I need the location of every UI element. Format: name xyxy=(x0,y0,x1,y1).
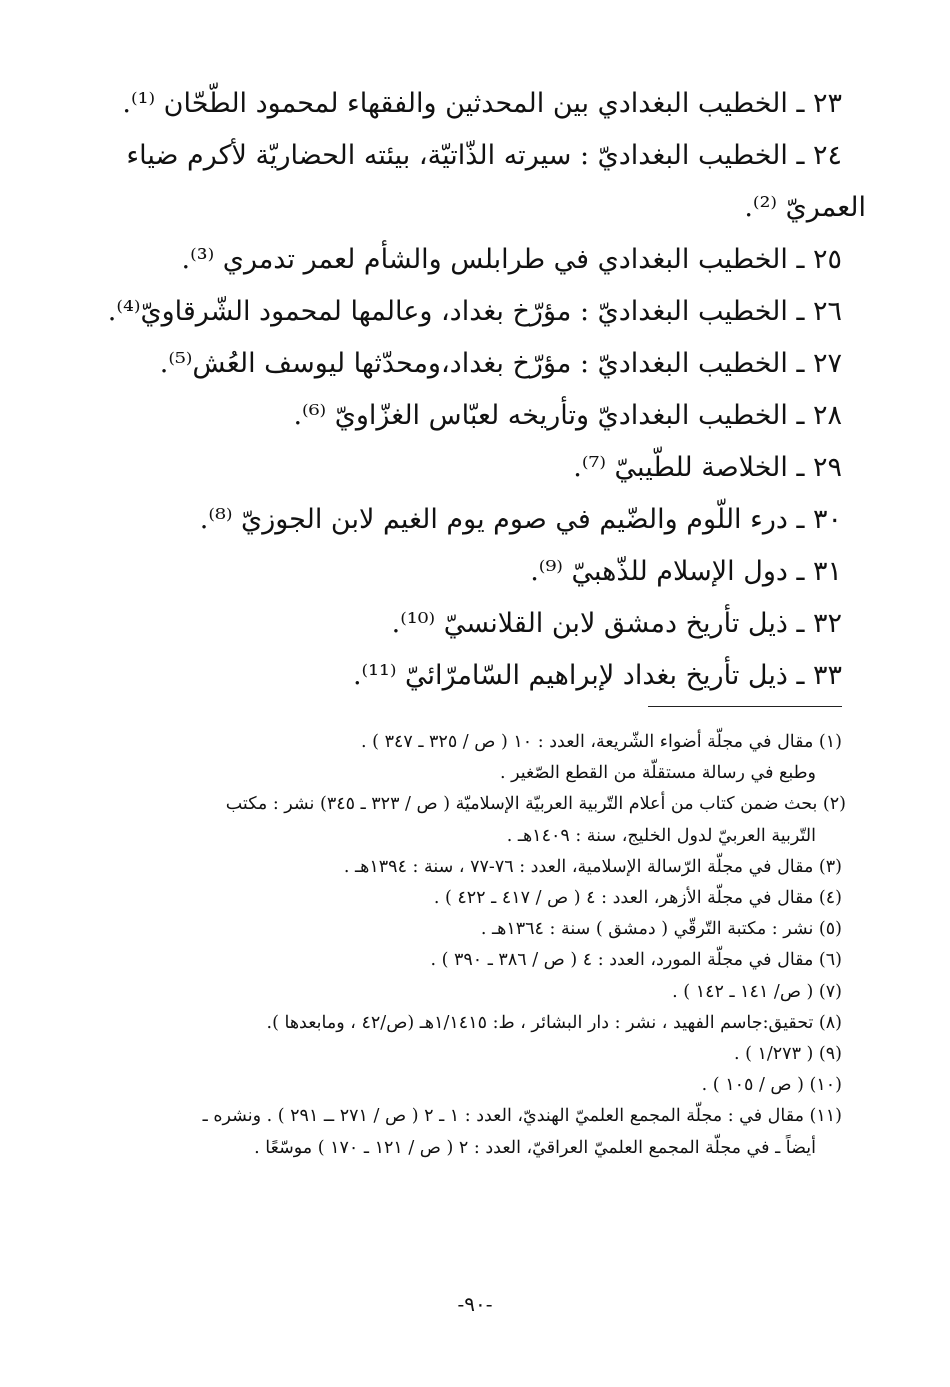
footnotes xyxy=(137,727,846,1164)
footnote: (٥) نشر : مكتبة التّرقّي ( دمشق ) سنة : ١٣٦٤هـ . xyxy=(480,919,842,940)
list-item: ٢٧ ـ الخطيب البغداديّ : مؤرّخ بغداد،ومحدّثها ليوسف العُش⁽⁵⁾. xyxy=(159,348,842,379)
footnote: (٧) ( ص/ ١٤١ ـ ١٤٢ ) . xyxy=(672,981,842,1002)
footnote: (١) مقال في مجلّة أضواء الشّريعة، العدد : ١٠ ( ص / ٣٢٥ ـ ٣٤٧ ) . xyxy=(361,732,842,752)
list-item: ٣١ ـ دول الإسلام للذّهبيّ ⁽⁹⁾. xyxy=(530,556,842,587)
list-item: ٢٩ ـ الخلاصة للطّيبيّ ⁽⁷⁾. xyxy=(573,452,842,483)
list-item: ٣٠ ـ درء اللّوم والضّيم في صوم يوم الغيم لابن الجوزيّ ⁽⁸⁾. xyxy=(199,504,842,535)
footnote: (٦) مقال في مجلّة المورد، العدد : ٤ ( ص / ٣٨٦ ـ ٣٩٠ ) . xyxy=(430,950,842,971)
list-item: ٢٨ ـ الخطيب البغداديّ وتأريخه لعبّاس الغزّاويّ ⁽⁶⁾. xyxy=(293,400,842,431)
list-item: ٣٢ ـ ذيل تأريخ دمشق لابن القلانسيّ ⁽¹⁰⁾. xyxy=(391,608,842,639)
list-item: ٣٣ ـ ذيل تأريخ بغداد لإبراهيم السّامرّائيّ ⁽¹¹⁾. xyxy=(352,660,842,691)
list-item: ٢٣ ـ الخطيب البغدادي بين المحدثين والفقهاء لمحمود الطّحّان ⁽¹⁾. xyxy=(122,88,842,119)
footnote-continuation: وطبع في رسالة مستقلّة من القطع الصّغير . xyxy=(499,763,816,784)
footnote: (١١) مقال في : مجلّة المجمع العلميّ الهنديّ، العدد : ١ ـ ٢ ( ص / ٢٧١ ــ ٢٩١ ) . ونشره ـ xyxy=(202,1106,842,1127)
footnote-separator xyxy=(648,706,842,707)
footnote: (٩) ( ١/٢٧٣ ) . xyxy=(733,1044,842,1065)
footnote-continuation: التّربية العربيّ لدول الخليج، سنة : ١٤٠٩هـ . xyxy=(506,825,816,846)
page-number: -٩٠- xyxy=(457,1292,493,1316)
list-item: ٢٥ ـ الخطيب البغدادي في طرابلس والشأم لعمر تدمري ⁽³⁾. xyxy=(181,244,842,275)
footnote: (٨) تحقيق:جاسم الفهيد ، نشر : دار البشائر ، ط: ١/١٤١٥هـ (ص/٤٢ ، ومابعدها ). xyxy=(266,1012,842,1033)
footnote: (٣) مقال في مجلّة الرّسالة الإسلامية، العدد : ٧٦-٧٧ ، سنة : ١٣٩٤هـ . xyxy=(343,856,842,877)
footnote: (٤) مقال في مجلّة الأزهر، العدد : ٤ ( ص / ٤١٧ ـ ٤٢٢ ) . xyxy=(433,888,842,909)
list-item-continuation: العمريّ ⁽²⁾. xyxy=(744,192,866,223)
list-item: ٢٤ ـ الخطيب البغداديّ : سيرته الذّاتيّة، بيئته الحضاريّة لأكرم ضياء xyxy=(126,140,842,171)
footnote: (١٠) ( ص / ١٠٥ ) . xyxy=(701,1075,842,1096)
list-item: ٢٦ ـ الخطيب البغداديّ : مؤرّخ بغداد، وعالمها لمحمود الشّرقاويّ⁽⁴⁾. xyxy=(107,296,842,327)
bibliography-list xyxy=(107,78,866,702)
footnote-continuation: أيضاً ـ في مجلّة المجمع العلميّ العراقيّ، العدد : ٢ ( ص / ١٢١ ـ ١٧٠ ) موسّعًا . xyxy=(254,1137,816,1158)
footnote: (٢) بحث ضمن كتاب من أعلام التّربية العربيّة الإسلاميّة ( ص / ٣٢٣ ـ ٣٤٥) نشر : مكتب xyxy=(225,794,846,815)
